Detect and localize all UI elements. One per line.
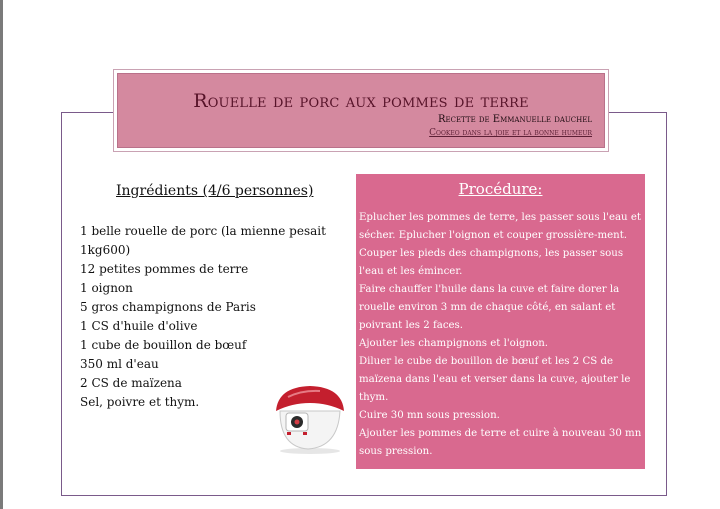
cooker-lid	[276, 386, 344, 411]
cooker-button	[303, 432, 307, 435]
blog-link[interactable]: Cookeo dans la joie et la bonne humeur	[429, 128, 592, 138]
ingredient-item: Sel, poivre et thym.	[80, 395, 200, 409]
ingredient-item: 350 ml d'eau	[80, 357, 159, 371]
page-edge-line	[0, 0, 3, 509]
procedure-steps	[359, 209, 642, 461]
ingredient-item: 1 belle rouelle de porc (la mienne pesait 1kg600)	[80, 224, 326, 257]
procedure-heading: Procédure:	[458, 180, 543, 198]
procedure-step: Diluer le cube de bouillon de bœuf et les 2 CS de maïzena dans l'eau et verser dans la cuve, ajouter le thym.	[359, 356, 631, 403]
cooker-button	[287, 432, 291, 435]
ingredient-item: 1 cube de bouillon de bœuf	[80, 338, 247, 352]
ingredient-item: 1 CS d'huile d'olive	[80, 319, 198, 333]
procedure-step: Cuire 30 mn sous pression.	[359, 410, 500, 421]
recipe-author: Recette de Emmanuelle dauchel	[438, 114, 592, 125]
recipe-header	[113, 69, 609, 152]
procedure-step: Faire chauffer l'huile dans la cuve et faire dorer la rouelle environ 3 mn de chaque côté, en salant et poivrant les 2 faces.	[359, 284, 620, 331]
procedure-step: Eplucher les pommes de terre, les passer sous l'eau et sécher. Eplucher l'oignon et couper grossière-ment. Couper les pieds des champignons, les passer sous l'eau et les émincer.	[359, 212, 641, 277]
recipe-title: Rouelle de porc aux pommes de terre	[193, 90, 529, 112]
ingredient-item: 5 gros champignons de Paris	[80, 300, 256, 314]
cooker-dial-light	[295, 420, 300, 425]
ingredients-heading: Ingrédients (4/6 personnes)	[116, 183, 314, 199]
ingredient-item: 12 petites pommes de terre	[80, 262, 249, 276]
procedure-step: Ajouter les pommes de terre et cuire à nouveau 30 mn sous pression.	[359, 428, 642, 457]
procedure-panel	[356, 174, 645, 469]
recipe-header-banner	[117, 73, 605, 148]
pressure-cooker-image	[268, 381, 350, 455]
ingredient-item: 2 CS de maïzena	[80, 376, 182, 390]
ingredient-item: 1 oignon	[80, 281, 133, 295]
procedure-step: Ajouter les champignons et l'oignon.	[359, 338, 549, 349]
